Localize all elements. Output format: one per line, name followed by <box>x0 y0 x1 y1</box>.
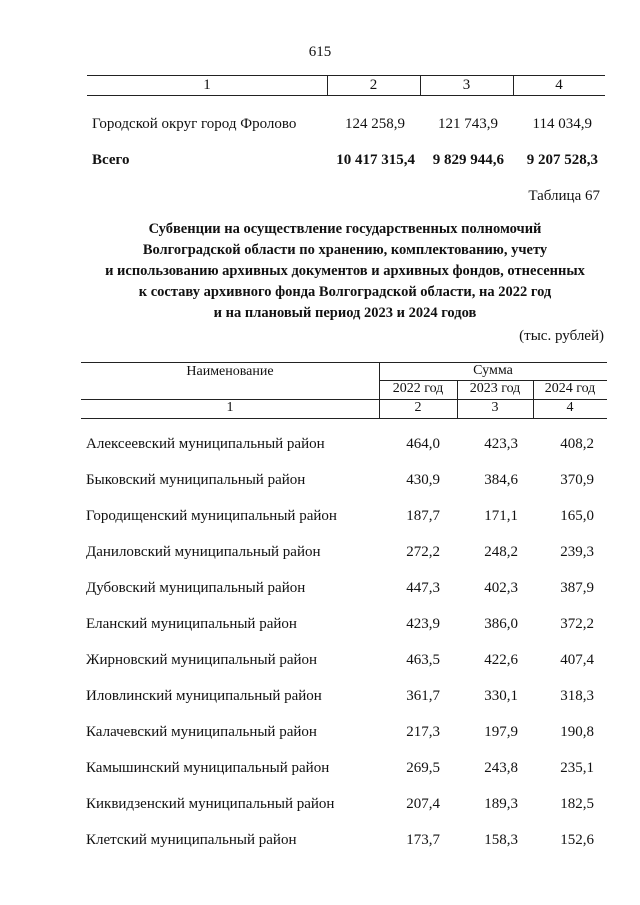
row-name: Иловлинский муниципальный район <box>86 688 322 704</box>
top-col-number: 3 <box>462 77 471 93</box>
units-label: (тыс. рублей) <box>519 328 604 344</box>
col-name-header: Наименование <box>186 364 274 379</box>
total-value-2022: 10 417 315,4 <box>336 152 415 168</box>
row-name: Жирновский муниципальный район <box>86 652 318 668</box>
title-line: Волгоградской области по хранению, комплектованию, учету <box>142 242 548 258</box>
col-number: 4 <box>566 400 574 415</box>
col-year-2022: 2022 год <box>392 381 444 396</box>
title-line: Субвенции на осуществление государственных полномочий <box>148 221 542 237</box>
row-value-2022: 361,7 <box>406 688 440 704</box>
row-value-2023: 121 743,9 <box>438 116 498 132</box>
table-label: Таблица 67 <box>528 188 600 204</box>
top-col-number: 4 <box>555 77 563 93</box>
row-name: Быковский муниципальный район <box>86 472 306 488</box>
row-value-2024: 114 034,9 <box>532 116 592 132</box>
col-sum-header: Сумма <box>473 363 513 378</box>
row-value-2024: 182,5 <box>560 796 594 812</box>
row-value-2023: 402,3 <box>484 580 518 596</box>
row-name: Калачевский муниципальный район <box>86 724 317 740</box>
row-value-2023: 423,3 <box>484 436 518 452</box>
row-value-2023: 158,3 <box>484 832 518 848</box>
row-value-2023: 386,0 <box>484 616 518 632</box>
row-value-2022: 173,7 <box>406 832 440 848</box>
header-rule-bottom <box>81 418 607 419</box>
top-col-number: 2 <box>369 77 378 93</box>
row-value-2024: 372,2 <box>560 616 594 632</box>
row-value-2023: 197,9 <box>484 724 518 740</box>
row-name: Алексеевский муниципальный район <box>86 436 325 452</box>
row-name: Киквидзенский муниципальный район <box>86 796 335 812</box>
row-value-2022: 269,5 <box>406 760 440 776</box>
row-value-2022: 464,0 <box>406 436 440 452</box>
row-value-2024: 239,3 <box>560 544 594 560</box>
top-header-rule-bottom <box>87 95 605 96</box>
col-number: 2 <box>414 400 422 415</box>
row-value-2024: 152,6 <box>560 832 594 848</box>
row-value-2022: 430,9 <box>406 472 440 488</box>
col-year-2024: 2024 год <box>544 381 596 396</box>
row-value-2022: 207,4 <box>406 796 440 812</box>
row-value-2024: 387,9 <box>560 580 594 596</box>
col-number: 3 <box>491 400 499 415</box>
page-number: 615 <box>308 44 332 60</box>
row-value-2022: 463,5 <box>406 652 440 668</box>
row-value-2024: 407,4 <box>560 652 594 668</box>
row-value-2022: 217,3 <box>406 724 440 740</box>
row-value-2024: 370,9 <box>560 472 594 488</box>
row-value-2023: 189,3 <box>484 796 518 812</box>
top-col-number: 1 <box>203 77 211 93</box>
row-value-2023: 384,6 <box>484 472 518 488</box>
col-number: 1 <box>226 400 234 415</box>
row-value-2022: 447,3 <box>406 580 440 596</box>
section-title <box>60 219 630 324</box>
row-value-2023: 243,8 <box>484 760 518 776</box>
row-value-2022: 272,2 <box>406 544 440 560</box>
row-value-2022: 423,9 <box>406 616 440 632</box>
row-name: Еланский муниципальный район <box>86 616 297 632</box>
row-value-2024: 408,2 <box>560 436 594 452</box>
top-header-rule-top <box>87 75 605 76</box>
row-name: Городищенский муниципальный район <box>86 508 337 524</box>
row-value-2022: 124 258,9 <box>345 116 405 132</box>
row-value-2023: 330,1 <box>484 688 518 704</box>
title-line: к составу архивного фонда Волгоградской области, на 2022 год <box>138 284 552 300</box>
row-value-2023: 422,6 <box>484 652 518 668</box>
row-value-2024: 235,1 <box>560 760 594 776</box>
row-name: Клетский муниципальный район <box>86 832 297 848</box>
row-name: Дубовский муниципальный район <box>86 580 306 596</box>
title-line: и на плановый период 2023 и 2024 годов <box>213 305 477 321</box>
row-value-2022: 187,7 <box>406 508 440 524</box>
row-name: Даниловский муниципальный район <box>86 544 321 560</box>
row-value-2024: 190,8 <box>560 724 594 740</box>
col-year-2023: 2023 год <box>469 381 521 396</box>
total-label: Всего <box>92 152 130 168</box>
total-value-2023: 9 829 944,6 <box>432 152 504 168</box>
row-name: Камышинский муниципальный район <box>86 760 330 776</box>
title-line: и использованию архивных документов и архивных фондов, отнесенных <box>105 263 585 279</box>
row-name: Городской округ город Фролово <box>92 116 297 132</box>
total-value-2024: 9 207 528,3 <box>526 152 598 168</box>
row-value-2024: 318,3 <box>560 688 594 704</box>
row-value-2024: 165,0 <box>560 508 594 524</box>
row-value-2023: 248,2 <box>484 544 518 560</box>
row-value-2023: 171,1 <box>484 508 518 524</box>
